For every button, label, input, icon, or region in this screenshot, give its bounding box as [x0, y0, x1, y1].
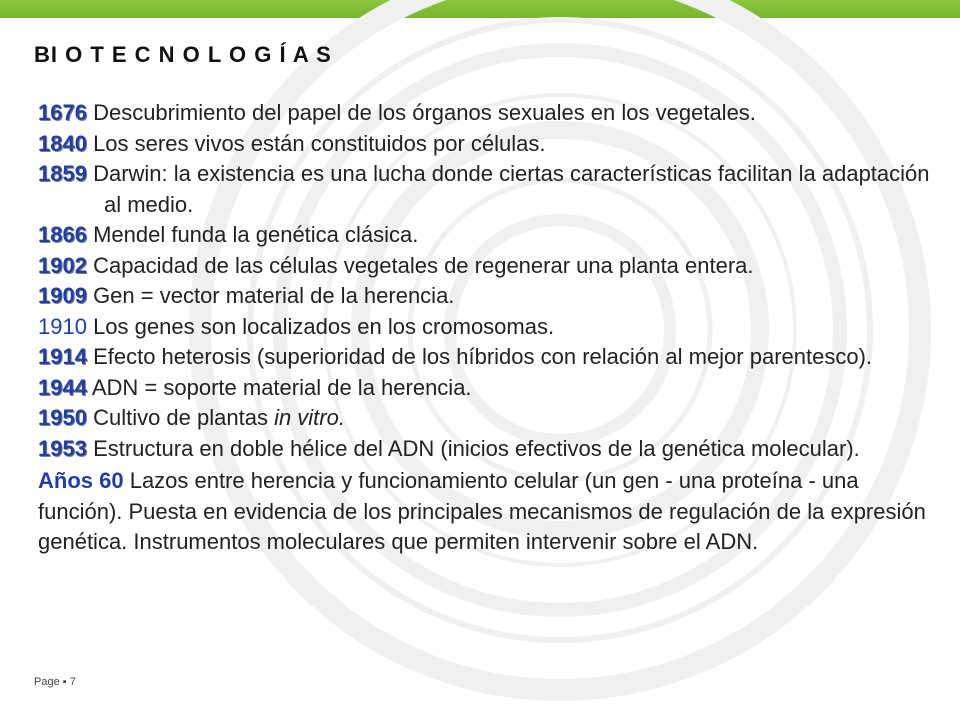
final-paragraph — [38, 466, 938, 558]
entry-text: Darwin: la existencia es una lucha donde ciertas características facilitan la adaptación al medio. — [86, 161, 930, 217]
entry-text: Mendel funda la genética clásica. — [86, 222, 419, 247]
entry-year: 1944 — [38, 374, 87, 400]
entry-text: Efecto heterosis (superioridad de los híbridos con relación al mejor parentesco). — [86, 344, 873, 369]
entry-text: Los genes son localizados en los cromosomas. — [86, 313, 555, 339]
entry-text: Gen = vector material de la herencia. — [86, 283, 455, 308]
timeline-entry — [38, 312, 938, 343]
entry-text: Cultivo de plantas — [86, 405, 275, 430]
page-number: 7 — [69, 676, 76, 688]
entry-text: Descubrimiento del papel de los órganos sexuales en los vegetales. — [86, 100, 756, 125]
page-title: BI O T E C N O L O G Í A S — [34, 42, 332, 67]
entry-text: ADN = soporte material de la herencia. — [86, 374, 472, 400]
timeline-entry — [38, 98, 938, 129]
timeline-entry — [38, 251, 938, 282]
final-text: Lazos entre herencia y funcionamiento celular (un gen - una proteína - una función). Puesta en evidencia de los principales mecanismos de regulación de la expresión genética. Instrumentos moleculares que permiten intervenir sobre el ADN. — [38, 468, 926, 554]
timeline-list — [38, 98, 938, 558]
entry-year: 1866 — [38, 222, 87, 247]
entry-year: 1909 — [38, 283, 87, 308]
timeline-entry — [38, 403, 938, 434]
entry-text: Los seres vivos están constituidos por células. — [86, 130, 546, 156]
entry-text-italic: in vitro. — [274, 405, 345, 430]
entry-year: 1910 — [38, 313, 87, 339]
entry-year: 1902 — [38, 252, 87, 278]
entry-year: 1953 — [38, 435, 87, 461]
entry-year: 1859 — [38, 161, 87, 186]
entry-year: 1914 — [38, 344, 87, 369]
timeline-entry — [38, 129, 938, 160]
entry-year: 1950 — [38, 405, 87, 430]
timeline-entry — [38, 342, 938, 373]
entry-text: Estructura en doble hélice del ADN (inicios efectivos de la genética molecular). — [86, 435, 860, 461]
footer-bullet-icon: ▪ — [62, 676, 67, 688]
entry-year: 1840 — [38, 130, 87, 156]
final-lead: Años 60 — [38, 468, 124, 493]
timeline-entry — [38, 159, 938, 220]
timeline-entry — [38, 434, 938, 465]
timeline-entry — [38, 281, 938, 312]
timeline-entry — [38, 373, 938, 404]
page-footer — [34, 676, 76, 688]
page-label: Page — [34, 676, 60, 688]
entry-text: Capacidad de las células vegetales de regenerar una planta entera. — [86, 252, 754, 278]
entry-year: 1676 — [38, 100, 87, 125]
timeline-entry — [38, 220, 938, 251]
